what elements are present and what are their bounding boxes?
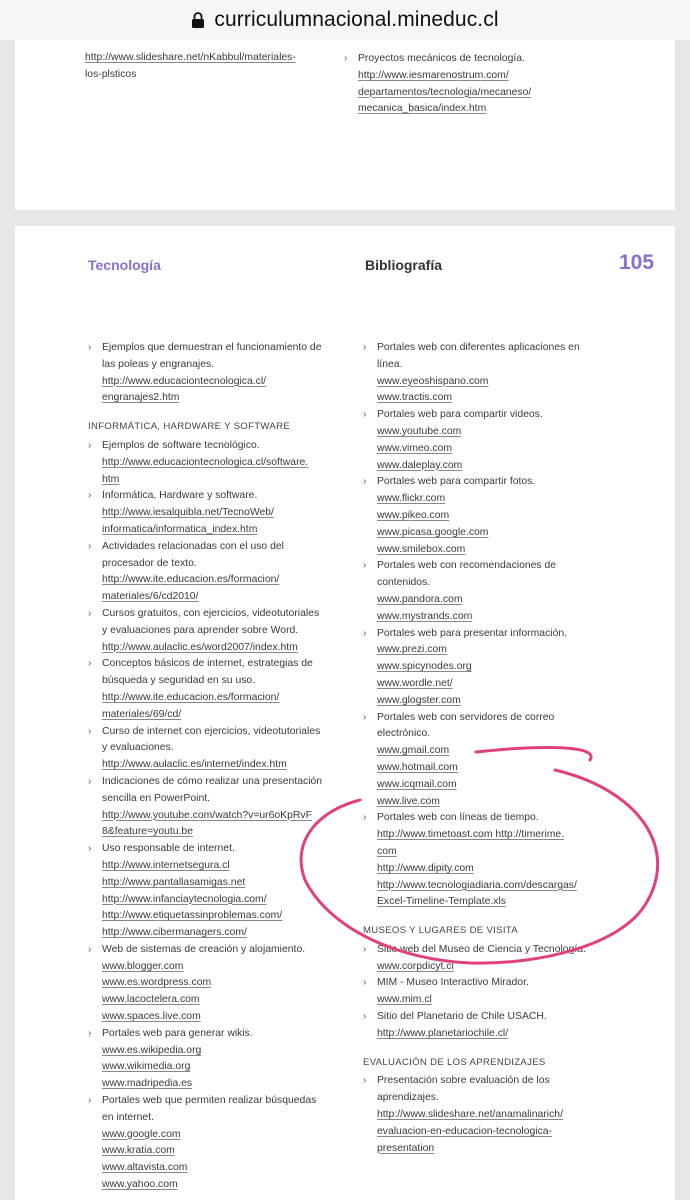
chevron-right-icon: ›	[88, 1095, 92, 1107]
chevron-right-icon: ›	[363, 812, 367, 824]
link[interactable]: http://www.aulaclic.es/internet/index.htm	[102, 759, 287, 771]
list-item-text: Curso de internet con ejercicios, videotutoriales	[102, 725, 321, 737]
link[interactable]: http://www.slideshare.net/nKabbul/materiales-	[85, 52, 296, 63]
list-item-text: electrónico.	[377, 728, 431, 740]
list-item	[363, 474, 628, 558]
link[interactable]: departamentos/tecnologia/mecaneso/	[358, 86, 532, 98]
link[interactable]: www.es.wikipedia.org	[102, 1044, 202, 1056]
list-item	[88, 1093, 356, 1194]
link[interactable]: informatica/informatica_index.htm	[102, 523, 258, 535]
link[interactable]: http://www.slideshare.net/anamalinarich/	[377, 1109, 563, 1121]
list-item	[88, 724, 356, 774]
list-item	[363, 975, 628, 1009]
list-item	[88, 1026, 356, 1093]
list-item	[88, 942, 356, 1026]
link[interactable]: http://www.ite.educacion.es/formacion/	[102, 691, 280, 703]
chevron-right-icon: ›	[363, 560, 367, 572]
list-item-text: Portales web para presentar información.	[377, 627, 568, 639]
list-item	[363, 942, 628, 976]
list-item-text: en internet.	[102, 1111, 154, 1123]
link[interactable]: www.es.wordpress.com	[102, 977, 212, 989]
link[interactable]: www.yahoo.com	[102, 1179, 178, 1191]
link[interactable]: http://www.educaciontecnologica.cl/	[102, 375, 267, 387]
section-header: Bibliografía	[365, 257, 443, 273]
link[interactable]: www.vimeo.com	[377, 442, 453, 454]
link[interactable]: http://www.internetsegura.cl	[102, 859, 230, 871]
list-item-text: Portales web que permiten realizar búsquedas	[102, 1095, 317, 1107]
link[interactable]: www.prezi.com	[377, 644, 447, 656]
chevron-right-icon: ›	[88, 843, 92, 855]
list-item	[363, 1009, 628, 1043]
list-item	[363, 407, 628, 474]
list-item	[88, 606, 356, 656]
list-item-text: las poleas y engranajes.	[102, 358, 215, 370]
list-item-text: Portales web para compartir fotos.	[377, 476, 536, 488]
list-item	[88, 340, 356, 407]
link[interactable]: www.live.com	[377, 795, 440, 807]
list-item	[88, 438, 356, 488]
left-column	[88, 340, 356, 1194]
list-item	[88, 774, 356, 841]
link[interactable]: www.kratia.com	[102, 1145, 175, 1157]
list-item-text: aprendizajes.	[377, 1092, 439, 1104]
page1-left-column	[85, 50, 348, 84]
link[interactable]: http://www.cibermanagers.com/	[102, 927, 247, 939]
list-item-text: y evaluaciones para aprender sobre Word.	[102, 624, 299, 636]
list-item-text: Actividades relacionadas con el uso del	[102, 540, 284, 552]
list-item	[344, 51, 634, 118]
list-item-text: y evaluaciones.	[102, 742, 174, 754]
list-item-text: Informática, Hardware y software.	[102, 490, 258, 502]
chevron-right-icon: ›	[88, 1027, 92, 1039]
list-item-text: Portales web con diferentes aplicaciones en	[377, 342, 580, 353]
chevron-right-icon: ›	[363, 627, 367, 639]
list-item-text: Sitio web del Museo de Ciencia y Tecnología.	[377, 943, 586, 955]
link[interactable]: www.hotmail.com	[377, 761, 458, 773]
link[interactable]: www.corpdicyt.cl	[377, 960, 454, 972]
list-item-text: contenidos.	[377, 577, 431, 589]
lock-icon	[191, 11, 205, 29]
chevron-right-icon: ›	[88, 607, 92, 619]
chevron-right-icon: ›	[363, 943, 367, 955]
chevron-right-icon: ›	[88, 943, 92, 955]
chevron-right-icon: ›	[363, 1011, 367, 1023]
chevron-right-icon: ›	[88, 725, 92, 737]
list-item-text: Uso responsable de internet.	[102, 843, 235, 855]
list-item-text: Portales web con recomendaciones de	[377, 560, 557, 572]
list-item-text: Proyectos mecánicos de tecnología.	[358, 53, 525, 64]
list-item	[363, 340, 628, 407]
chevron-right-icon: ›	[88, 342, 92, 353]
link[interactable]: http://www.timetoast.com http://timerime.	[377, 829, 565, 841]
list-item-text: Sitio del Planetario de Chile USACH.	[377, 1011, 547, 1023]
link[interactable]: www.glogster.com	[377, 694, 461, 706]
link-continuation: los-plsticos	[85, 68, 137, 80]
link[interactable]: www.smilebox.com	[377, 543, 466, 555]
link[interactable]: presentation	[377, 1142, 435, 1154]
link[interactable]: materiales/69/cd/	[102, 708, 182, 720]
link[interactable]: www.gmail.com	[377, 745, 450, 757]
link[interactable]: www.icqmail.com	[377, 778, 457, 790]
link[interactable]: http://www.educaciontecnologica.cl/software.	[102, 456, 309, 468]
section-title: INFORMÁTICA, HARDWARE Y SOFTWARE	[88, 421, 291, 433]
link[interactable]: http://www.planetariochile.cl/	[377, 1027, 509, 1039]
list-item	[363, 810, 628, 911]
link[interactable]: 8&feature=youtu.be	[102, 826, 193, 838]
chevron-right-icon: ›	[363, 1075, 367, 1087]
list-item-text: Web de sistemas de creación y alojamiento.	[102, 943, 306, 955]
link[interactable]: http://www.iesmarenostrum.com/	[358, 69, 509, 81]
chevron-right-icon: ›	[363, 711, 367, 723]
link[interactable]: http://www.aulaclic.es/word2007/index.htm	[102, 641, 298, 653]
chevron-right-icon: ›	[363, 342, 367, 353]
list-item-text: MIM - Museo Interactivo Mirador.	[377, 977, 529, 989]
link[interactable]: www.altavista.com	[102, 1162, 188, 1174]
chevron-right-icon: ›	[344, 53, 348, 64]
link[interactable]: www.flickr.com	[377, 493, 446, 505]
list-item-text: búsqueda y seguridad en su uso.	[102, 675, 256, 687]
link[interactable]: www.pikeo.com	[377, 509, 450, 521]
page-number: 105	[619, 251, 655, 274]
link[interactable]: www.spaces.live.com	[102, 1011, 201, 1023]
list-item-text: procesador de texto.	[102, 557, 197, 569]
chevron-right-icon: ›	[363, 409, 367, 421]
link[interactable]: http://www.ite.educacion.es/formacion/	[102, 574, 280, 586]
list-item	[363, 626, 628, 710]
link[interactable]: http://www.infanciaytecnologia.com/	[102, 893, 267, 905]
list-item	[363, 710, 628, 811]
subject-header: Tecnología	[88, 257, 161, 273]
list-item-text: Presentación sobre evaluación de los	[377, 1075, 550, 1087]
section-title: MUSEOS Y LUGARES DE VISITA	[363, 925, 518, 937]
link[interactable]: www.wikimedia.org	[102, 1061, 191, 1073]
link[interactable]: www.eyeoshispano.com	[377, 375, 489, 387]
link[interactable]: www.google.com	[102, 1128, 181, 1140]
list-item-text: Ejemplos que demuestran el funcionamiento de	[102, 342, 322, 353]
link[interactable]: http://www.iesalquibla.net/TecnoWeb/	[102, 507, 274, 519]
chevron-right-icon: ›	[363, 476, 367, 488]
link[interactable]: com	[377, 845, 397, 857]
list-item-text: línea.	[377, 358, 403, 370]
link[interactable]: www.tractis.com	[377, 392, 453, 404]
list-item-text: Portales web con servidores de correo	[377, 711, 555, 723]
list-item-text: sencilla en PowerPoint.	[102, 792, 211, 804]
section-title: EVALUACIÓN DE LOS APRENDIZAJES	[363, 1056, 546, 1068]
link[interactable]: http://www.dipity.com	[377, 862, 474, 874]
right-column	[363, 340, 628, 1157]
link[interactable]: http://www.tecnologiadiaria.com/descargas/	[377, 879, 577, 891]
list-item-text: Cursos gratuitos, con ejercicios, videotutoriales	[102, 607, 320, 619]
link[interactable]: www.wordle.net/	[377, 677, 453, 689]
link[interactable]: Excel-Timeline-Template.xls	[377, 896, 506, 908]
chevron-right-icon: ›	[88, 658, 92, 670]
link[interactable]: www.lacoctelera.com	[102, 994, 200, 1006]
chevron-right-icon: ›	[88, 775, 92, 787]
document-page-105	[15, 226, 675, 1200]
link[interactable]: evaluacion-en-educacion-tecnologica-	[377, 1125, 553, 1137]
link[interactable]: engranajes2.htm	[102, 392, 180, 404]
link[interactable]: materiales/6/cd2010/	[102, 591, 199, 603]
list-item	[88, 841, 356, 942]
chevron-right-icon: ›	[88, 439, 92, 451]
document-page-previous	[15, 40, 675, 210]
link[interactable]: http://www.youtube.com/watch?v=ur6oKpRvF	[102, 809, 312, 821]
chevron-right-icon: ›	[363, 977, 367, 989]
link[interactable]: www.picasa.google.com	[377, 526, 489, 538]
list-item-text: Portales web con líneas de tiempo.	[377, 812, 539, 824]
list-item	[363, 558, 628, 625]
list-item-text: Ejemplos de software tecnológico.	[102, 439, 260, 451]
link[interactable]: www.mim.cl	[377, 994, 432, 1006]
link[interactable]: http://www.etiquetassinproblemas.com/	[102, 910, 283, 922]
link[interactable]: htm	[102, 473, 120, 485]
link[interactable]: www.blogger.com	[102, 960, 184, 972]
link[interactable]: www.daleplay.com	[377, 459, 463, 471]
list-item-text: Portales web para generar wikis.	[102, 1027, 253, 1039]
link[interactable]: mecanica_basica/index.htm	[358, 103, 487, 115]
link[interactable]: www.madripedia.es	[102, 1078, 193, 1090]
list-item-text: Indicaciones de cómo realizar una presentación	[102, 775, 323, 787]
chevron-right-icon: ›	[88, 490, 92, 502]
list-item	[88, 488, 356, 538]
list-item	[363, 1073, 628, 1157]
list-item	[88, 656, 356, 723]
list-item-text: Conceptos básicos de internet, estrategias de	[102, 658, 313, 670]
list-item	[88, 539, 356, 606]
link[interactable]: www.pandora.com	[377, 593, 463, 605]
link[interactable]: www.mystrands.com	[377, 610, 473, 622]
url-domain[interactable]: curriculumnacional.mineduc.cl	[214, 8, 499, 31]
chevron-right-icon: ›	[88, 540, 92, 552]
link[interactable]: http://www.pantallasamigas.net	[102, 876, 246, 888]
link[interactable]: www.youtube.com	[377, 425, 462, 437]
link[interactable]: www.spicynodes.org	[377, 661, 472, 673]
browser-url-bar[interactable]	[0, 0, 690, 40]
page1-right-column	[344, 51, 634, 118]
list-item-text: Portales web para compartir videos.	[377, 409, 543, 421]
